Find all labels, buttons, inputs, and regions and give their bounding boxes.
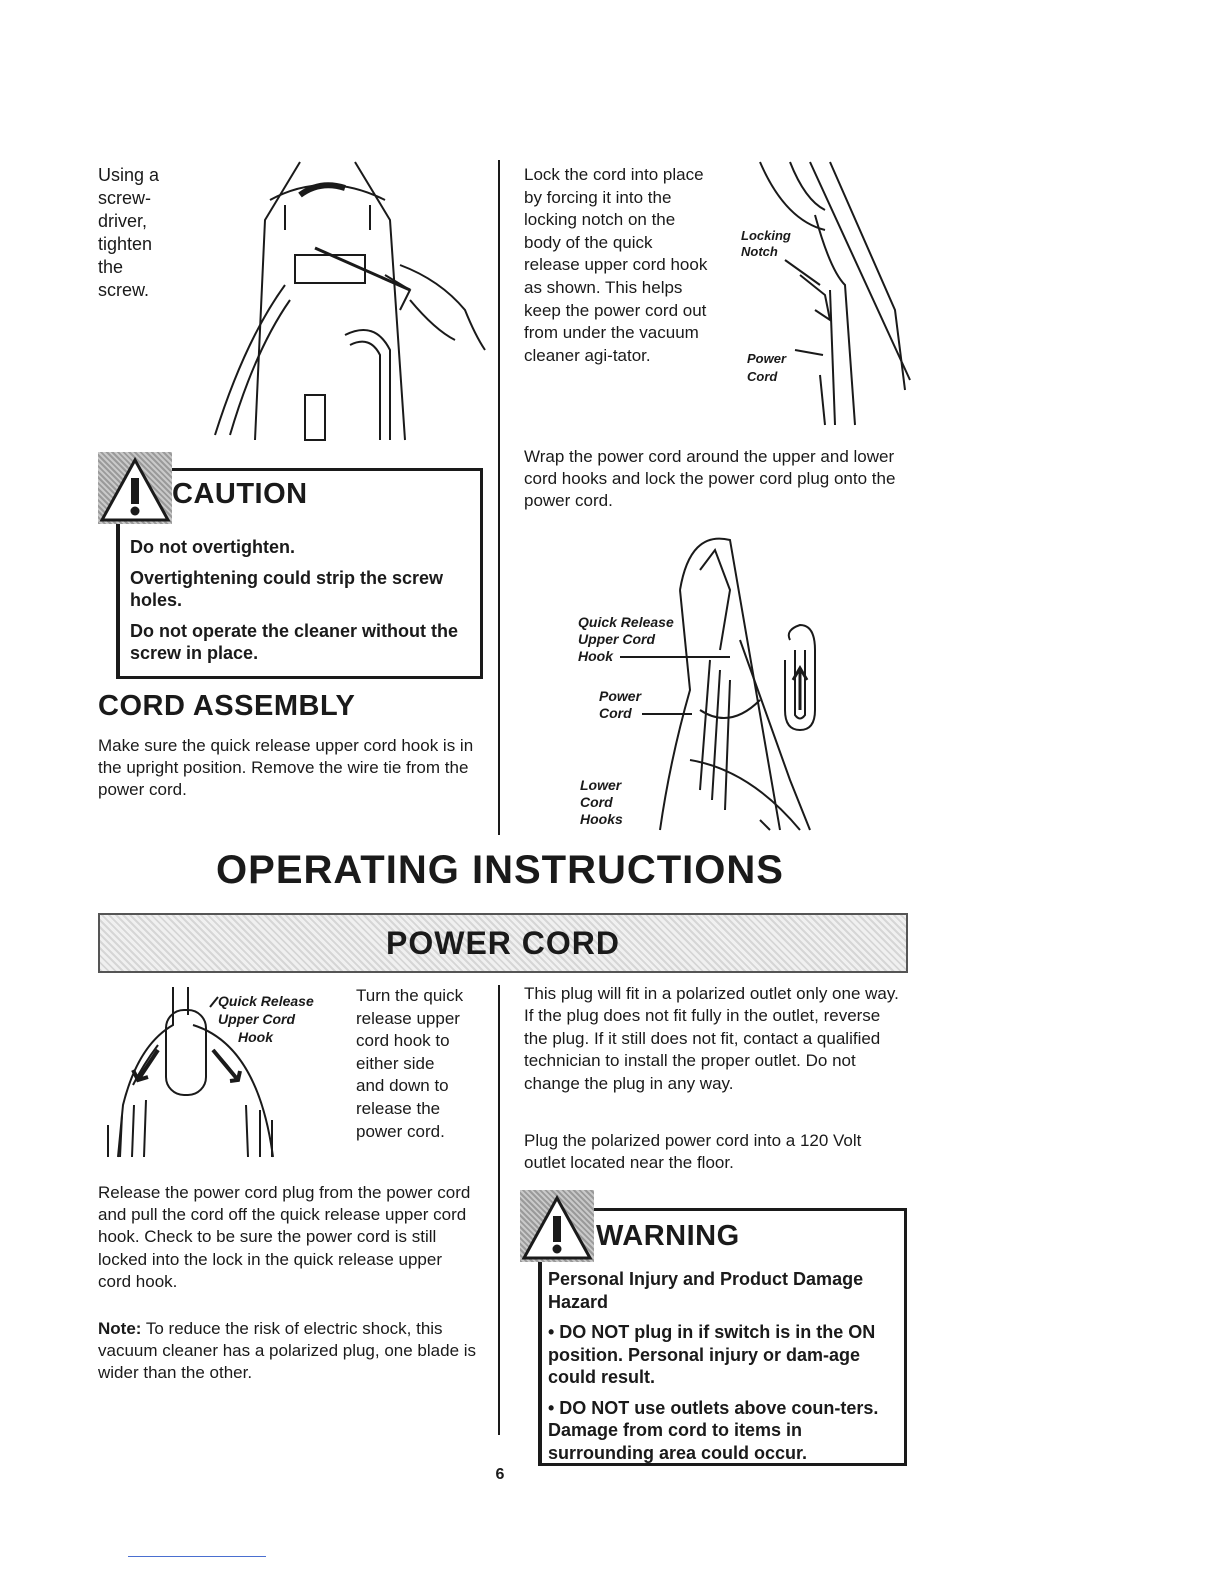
label-qr-hook-3: Hook <box>578 648 613 664</box>
label-lower-cord-2: Cord <box>580 794 613 810</box>
caution-body <box>130 536 475 664</box>
label-release-2: Upper Cord <box>218 1011 295 1027</box>
label-notch: Notch <box>741 244 778 259</box>
cord-assembly-heading: CORD ASSEMBLY <box>98 690 356 722</box>
label-power-1: Power <box>747 351 787 366</box>
operating-instructions-title: OPERATING INSTRUCTIONS <box>216 848 784 892</box>
screw-step-text: Using a screw- driver, tighten the screw. <box>98 165 160 300</box>
warning-body <box>548 1268 893 1464</box>
screw-illustration <box>195 160 495 445</box>
page-number: 6 <box>495 1466 505 1483</box>
label-qr-hook-1: Quick Release <box>578 614 674 630</box>
label-cord-1: Cord <box>747 369 778 384</box>
wrap-step-text: Wrap the power cord around the upper and lower cord hooks and lock the power cord plug onto the power cord. <box>524 447 896 510</box>
label-release-3: Hook <box>238 1029 273 1045</box>
power-cord-banner <box>98 913 908 973</box>
column-divider-top <box>498 160 500 835</box>
release-step-text: Turn the quick release upper cord hook to either side and down to release the power cord. <box>356 986 464 1141</box>
warning-line-3: • DO NOT use outlets above coun-ters. Damage from cord to items in surrounding area could occur. <box>548 1397 879 1463</box>
caution-line-3: Do not operate the cleaner without the screw in place. <box>130 621 459 663</box>
label-release-1: Quick Release <box>218 993 314 1009</box>
label-lower-cord-1: Lower <box>580 777 622 793</box>
plug-info-para-2: Plug the polarized power cord into a 120 Volt outlet located near the floor. <box>524 1131 862 1173</box>
label-power-cord-1: Power <box>599 688 642 704</box>
wrap-cord-illustration <box>640 530 870 845</box>
note-label: Note: <box>98 1319 142 1338</box>
lock-step-text: Lock the cord into place by forcing it into the locking notch on the body of the quick release upper cord hook as shown. This helps keep the power cord out from under the vacuum cleaner agi-tator. <box>524 165 708 365</box>
label-qr-hook-2: Upper Cord <box>578 631 655 647</box>
exclamation-icon <box>98 452 172 524</box>
label-locking: Locking <box>741 228 791 243</box>
power-cord-pointer <box>642 713 692 715</box>
caution-line-1: Do not overtighten. <box>130 537 295 557</box>
power-cord-banner-label: POWER CORD <box>386 924 620 961</box>
caution-line-2: Overtightening could strip the screw holes. <box>130 568 444 610</box>
note-paragraph <box>98 1318 478 1385</box>
plug-info-para-1: This plug will fit in a polarized outlet only one way. If the plug does not fit fully in the outlet, reverse the plug. If it still does not fit, contact a qualified technician to install the proper outlet. Do not change the plug in any way. <box>524 984 899 1093</box>
column-divider-bottom <box>498 985 500 1435</box>
warning-line-2: • DO NOT plug in if switch is in the ON position. Personal injury or dam-age could result. <box>548 1322 876 1387</box>
label-lower-cord-3: Hooks <box>580 811 623 827</box>
locking-notch-illustration <box>735 160 915 430</box>
warning-title: WARNING <box>596 1220 740 1252</box>
qr-hook-pointer <box>620 656 730 658</box>
label-power-cord-2: Cord <box>599 705 632 721</box>
note-text: To reduce the risk of electric shock, this vacuum cleaner has a polarized plug, one blade is wider than the other. <box>98 1319 477 1383</box>
release-plug-text: Release the power cord plug from the power cord and pull the cord off the quick release upper cord hook. Check to be sure the power cord is still locked into the lock in the quick release upper cord hook. <box>98 1183 471 1291</box>
cord-assembly-text: Make sure the quick release upper cord hook is in the upright position. Remove the wire tie from the power cord. <box>98 736 474 799</box>
caution-title: CAUTION <box>172 478 308 510</box>
warning-exclamation-icon <box>520 1190 594 1262</box>
warning-line-1: Personal Injury and Product Damage Hazard <box>548 1269 864 1312</box>
footer-rule <box>128 1556 266 1557</box>
